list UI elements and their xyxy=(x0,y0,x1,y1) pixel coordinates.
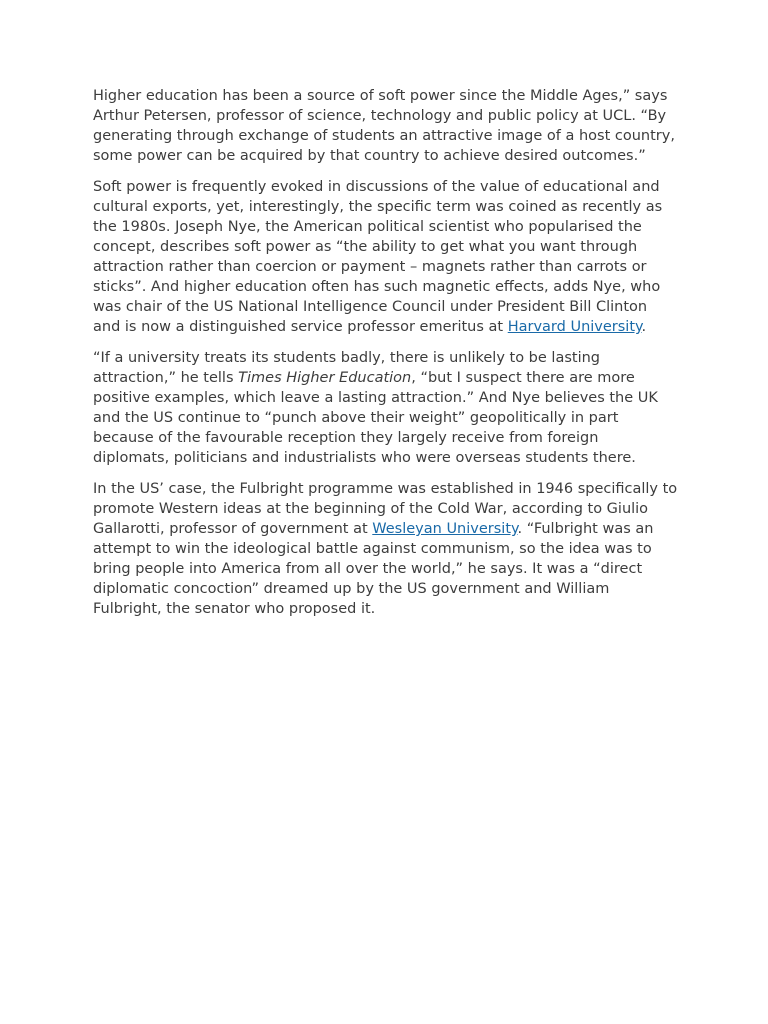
paragraph-4-text-start: In the US’ case, the Fulbright programme was established in 1946 specifically to promote Western ideas at the beginning of the Cold War, according to Giulio Gallarotti, professor of government at xyxy=(93,481,678,537)
wesleyan-university-link[interactable]: Wesleyan University xyxy=(372,521,518,537)
article-body xyxy=(93,86,678,630)
paragraph-3-text-end: , “but I suspect there are more positive examples, which leave a lasting attraction.” And Nye believes the UK and the US continue to “punch above their weight” geopolitically in part because of the favourable reception they largely receive from foreign diplomats, politicians and industrialists who were overseas students there. xyxy=(93,370,658,466)
paragraph-2-text: Soft power is frequently evoked in discussions of the value of educational and cultural exports, yet, interestingly, the specific term was coined as recently as the 1980s. Joseph Nye, the American political scientist who popularised the concept, describes soft power as “the ability to get what you want through attraction rather than coercion or payment – magnets rather than carrots or sticks”. And higher education often has such magnetic effects, adds Nye, who was chair of the US National Intelligence Council under President Bill Clinton and is now a distinguished service professor emeritus at xyxy=(93,179,663,335)
paragraph-1-text: Higher education has been a source of soft power since the Middle Ages,” says Arthur Petersen, professor of science, technology and public policy at UCL. “By generating through exchange of students an attractive image of a host country, some power can be acquired by that country to achieve desired outcomes.” xyxy=(93,88,675,164)
publication-name: Times Higher Education xyxy=(238,370,412,386)
paragraph-4 xyxy=(93,479,678,619)
paragraph-4-text-end: . “Fulbright was an attempt to win the ideological battle against communism, so the idea was to bring people into America from all over the world,” he says. It was a “direct diplomatic concoction” dreamed up by the US government and William Fulbright, the senator who proposed it. xyxy=(93,521,654,617)
paragraph-2 xyxy=(93,177,678,337)
paragraph-1 xyxy=(93,86,678,166)
paragraph-3 xyxy=(93,348,678,468)
paragraph-3-text-start: “If a university treats its students badly, there is unlikely to be lasting attraction,” he tells xyxy=(93,350,600,386)
harvard-university-link[interactable]: Harvard University xyxy=(507,319,642,335)
paragraph-2-end: . xyxy=(641,319,647,335)
